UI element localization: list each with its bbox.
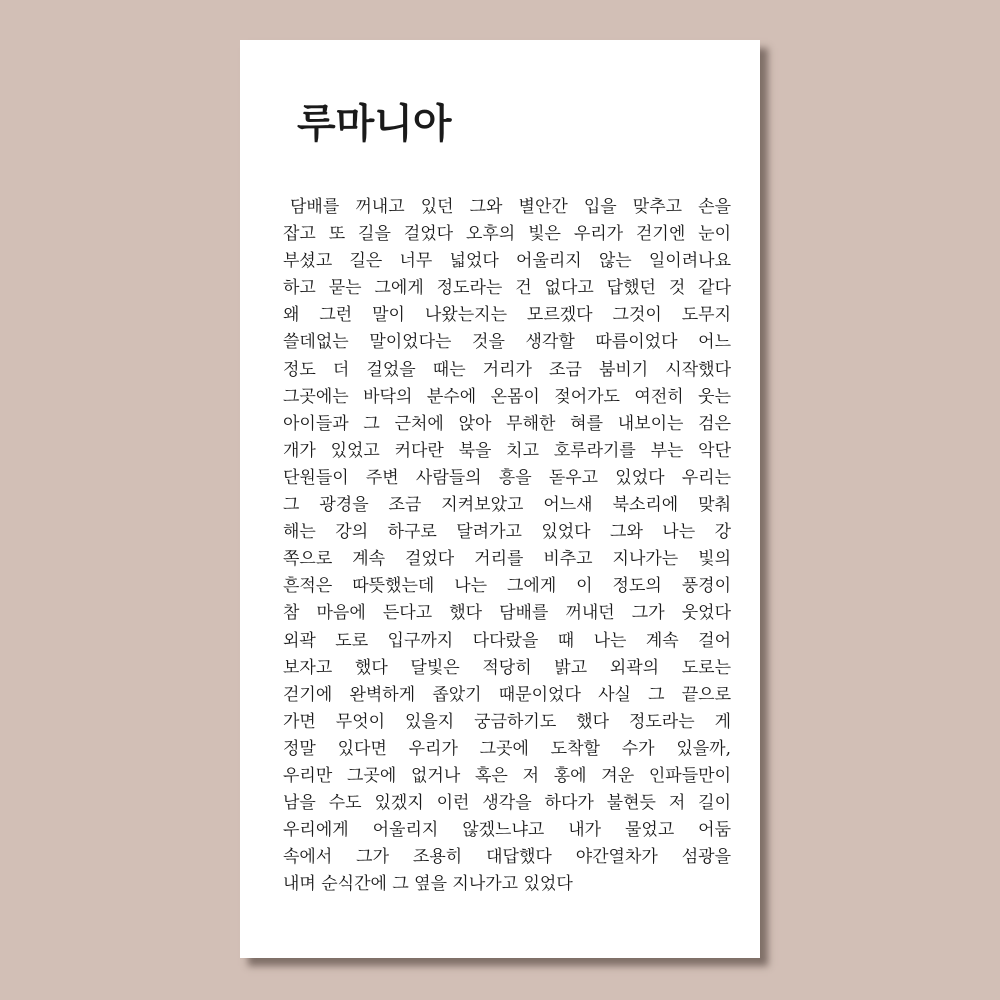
body-text: [283, 194, 731, 898]
page-title: 루마니아: [297, 100, 452, 147]
text-line: 담배를 꺼내고 있던 그와 별안간 입을 맞추고 손을: [290, 197, 731, 217]
text-line: 왜 그런 말이 나왔는지는 모르겠다 그것이 도무지: [283, 305, 731, 326]
text-line: 쓸데없는 말이었다는 것을 생각할 따름이었다 어느: [283, 332, 731, 353]
text-line: 잡고 또 길을 걸었다 오후의 빛은 우리가 걷기엔 눈이: [283, 224, 731, 245]
text-line: 그 광경을 조금 지켜보았고 어느새 북소리에 맞춰: [283, 495, 731, 516]
text-line: 참 마음에 든다고 했다 담배를 꺼내던 그가 웃었다: [283, 603, 731, 624]
text-line: 그곳에는 바닥의 분수에 온몸이 젖어가도 여전히 웃는: [283, 386, 731, 407]
text-line: 속에서 그가 조용히 대답했다 야간열차가 섬광을: [283, 847, 731, 868]
text-line: 우리만 그곳에 없거나 혹은 저 홍에 겨운 인파들만이: [283, 765, 731, 786]
text-line: 개가 있었고 커다란 북을 치고 호루라기를 부는 악단: [283, 440, 731, 461]
text-line: 단원들이 주변 사람들의 흥을 돋우고 있었다 우리는: [283, 467, 731, 488]
text-line: 걷기에 완벽하게 좁았기 때문이었다 사실 그 끝으로: [283, 684, 731, 705]
text-line: 해는 강의 하구로 달려가고 있었다 그와 나는 강: [283, 522, 731, 543]
text-line: 흔적은 따뜻했는데 나는 그에게 이 정도의 풍경이: [283, 576, 731, 597]
text-line: 우리에게 어울리지 않겠느냐고 내가 물었고 어둠: [283, 820, 731, 841]
text-line: 외곽 도로 입구까지 다다랐을 때 나는 계속 걸어: [283, 630, 731, 651]
text-line: 하고 묻는 그에게 정도라는 건 없다고 답했던 것 같다: [283, 278, 731, 299]
document-page: [240, 40, 760, 958]
text-line: 보자고 했다 달빛은 적당히 밝고 외곽의 도로는: [283, 657, 731, 678]
text-line: 가면 무엇이 있을지 궁금하기도 했다 정도라는 게: [283, 711, 731, 732]
text-line: 정말 있다면 우리가 그곳에 도착할 수가 있을까,: [283, 738, 731, 759]
text-line: 남을 수도 있겠지 이런 생각을 하다가 불현듯 저 길이: [283, 793, 731, 814]
text-line: 아이들과 그 근처에 앉아 무해한 혀를 내보이는 검은: [283, 413, 731, 434]
text-line: 정도 더 걸었을 때는 거리가 조금 붐비기 시작했다: [283, 359, 731, 380]
text-line: 내며 순식간에 그 옆을 지나가고 있었다: [283, 874, 573, 895]
text-line: 부셨고 길은 너무 넓었다 어울리지 않는 일이려나요: [283, 251, 731, 272]
text-line: 쪽으로 계속 걸었다 거리를 비추고 지나가는 빛의: [283, 549, 731, 570]
